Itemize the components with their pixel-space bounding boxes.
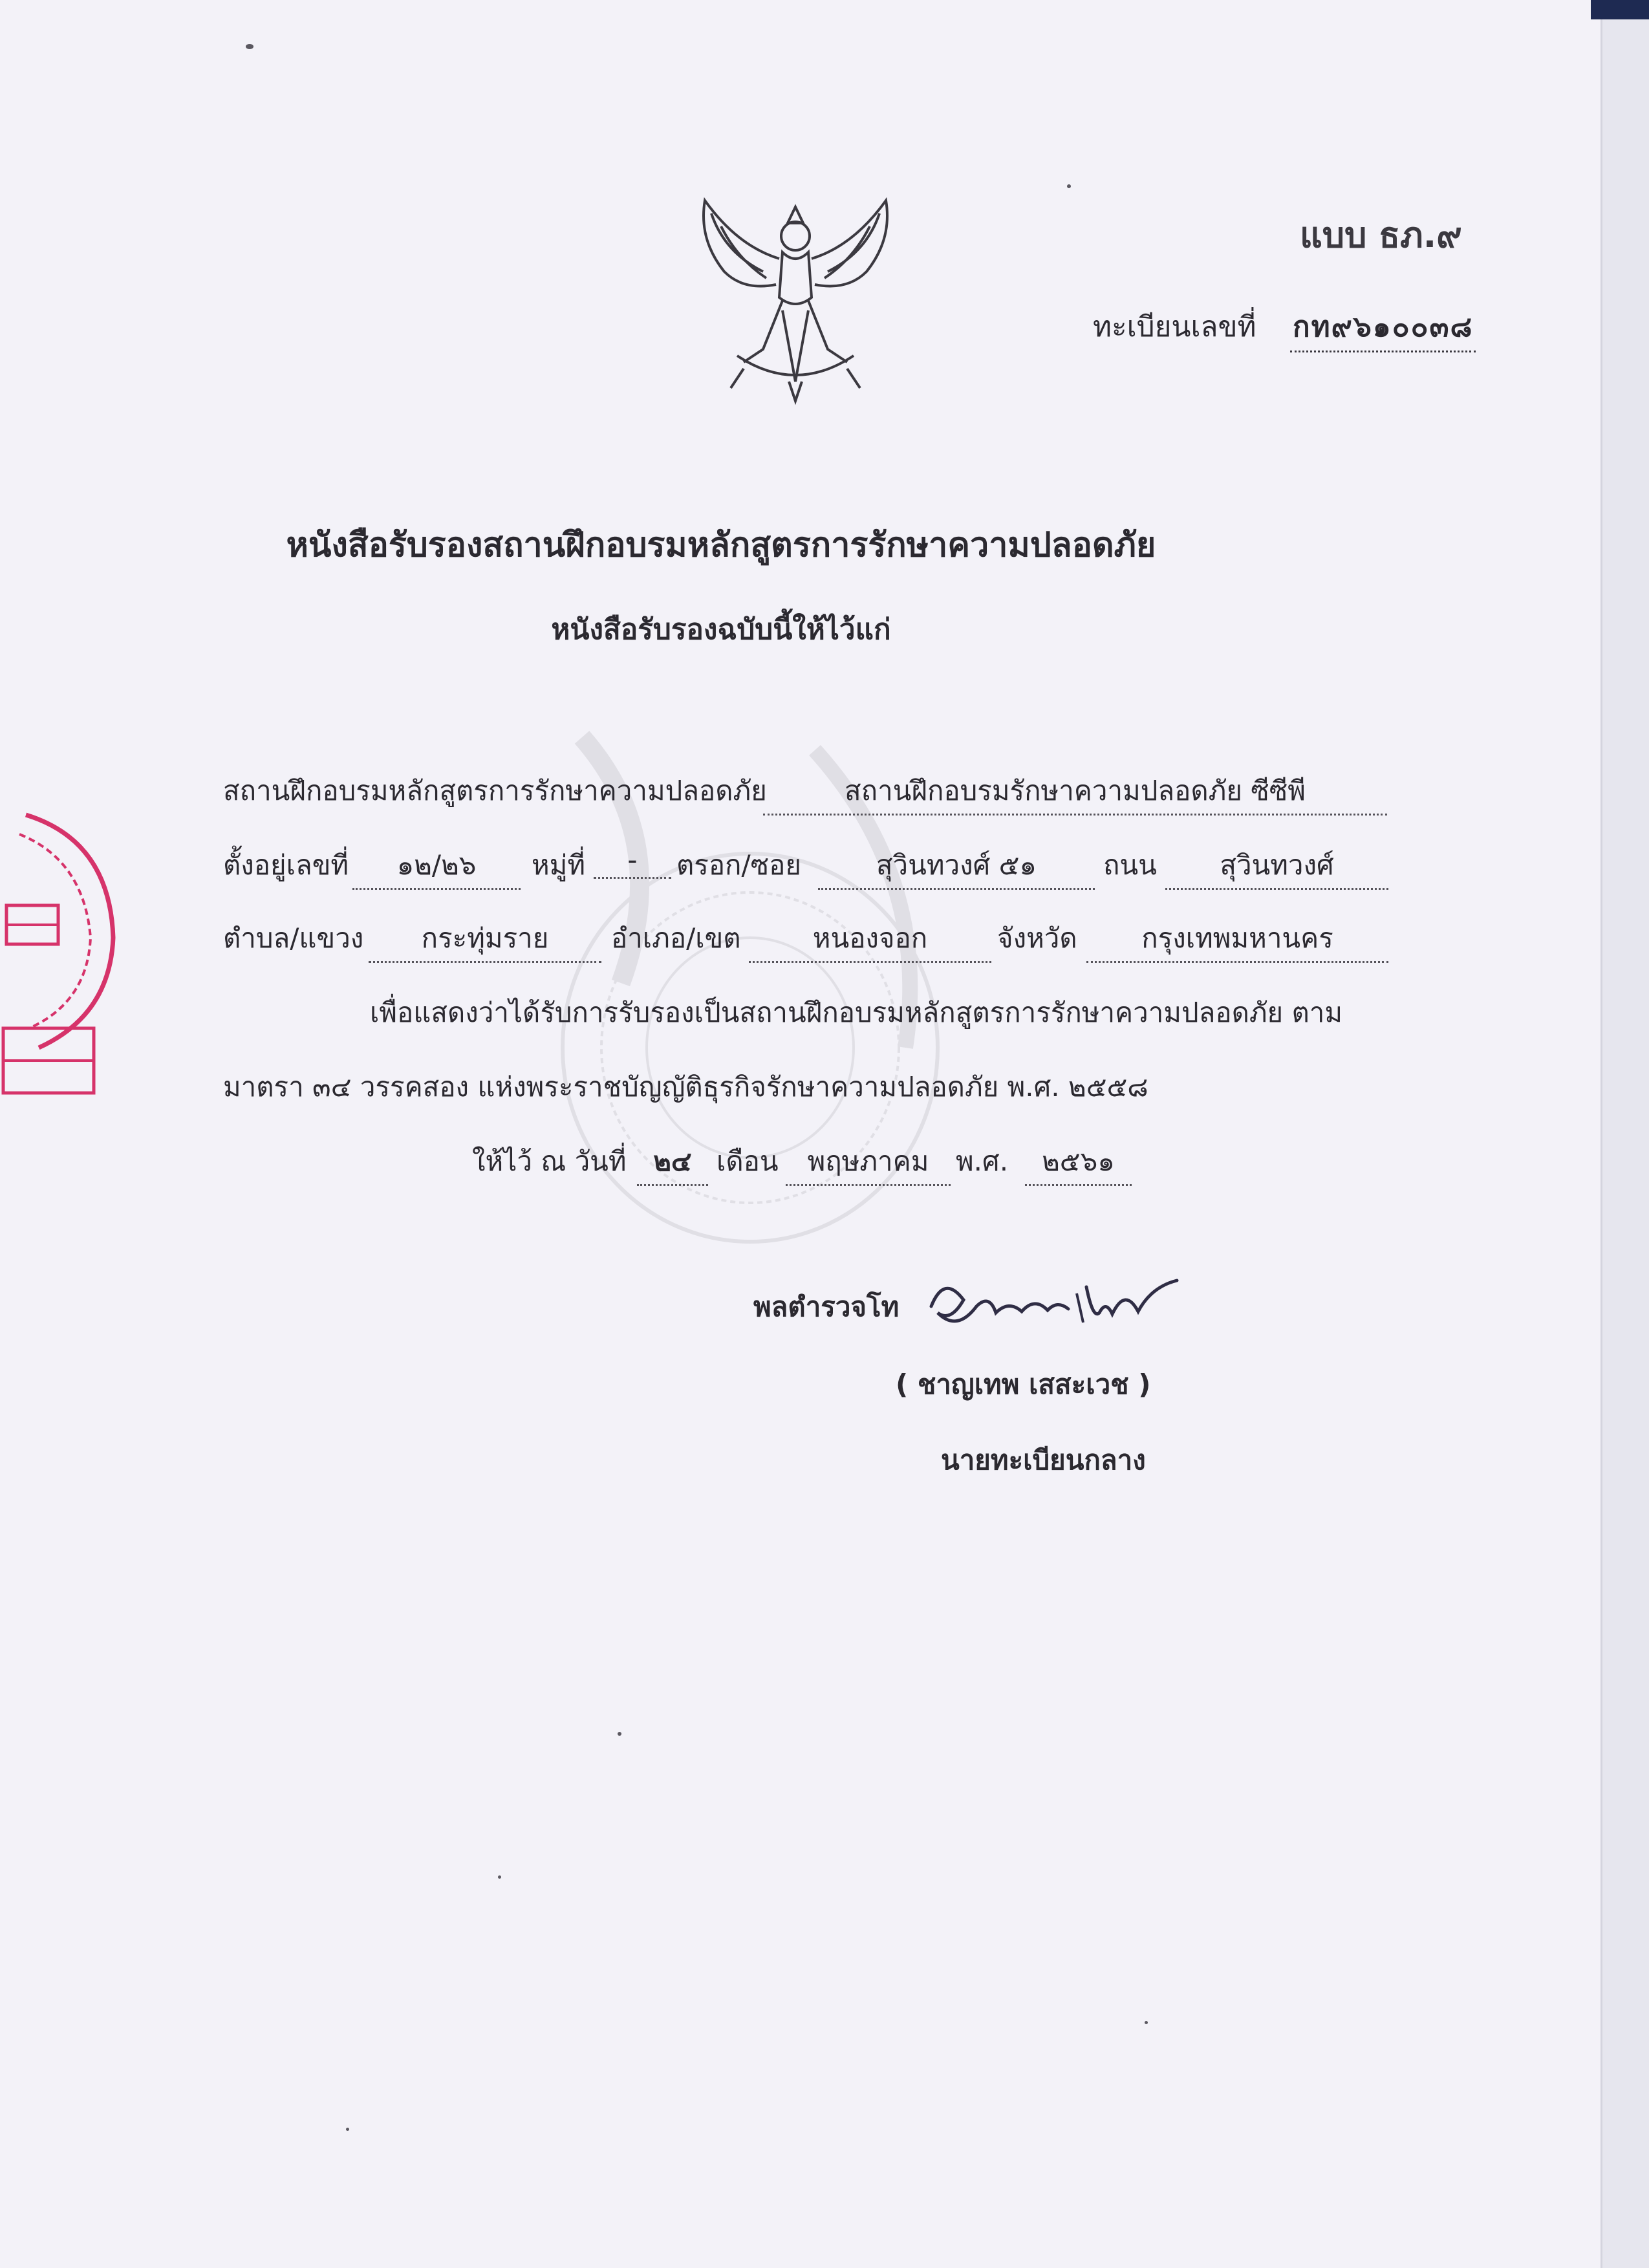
subdistrict-value: กระทุ่มราย xyxy=(369,917,601,963)
scan-speck xyxy=(618,1732,621,1736)
moo-label: หมู่ที่ xyxy=(532,849,586,881)
road-label: ถนน xyxy=(1103,849,1157,881)
signatory-rank: พลตำรวจโท xyxy=(753,1291,900,1323)
issue-year-label: พ.ศ. xyxy=(956,1145,1009,1177)
registration-label: ทะเบียนเลขที่ xyxy=(1093,310,1256,343)
institution-label: สถานฝึกอบรมหลักสูตรการรักษาความปลอดภัย xyxy=(223,775,767,806)
page-corner xyxy=(1591,0,1649,19)
handwritten-signature xyxy=(918,1261,1190,1339)
issue-date-prefix: ให้ไว้ ณ วันที่ xyxy=(472,1145,627,1177)
subdistrict-label: ตำบล/แขวง xyxy=(223,922,364,954)
body-line-1: เพื่อแสดงว่าได้รับการรับรองเป็นสถานฝึกอบรมหลักสูตรการรักษาความปลอดภัย ตาม xyxy=(370,997,1343,1028)
road-value: สุวินทวงศ์ xyxy=(1165,844,1388,890)
body-line-2: มาตรา ๓๔ วรรคสอง แห่งพระราชบัญญัติธุรกิจรักษาความปลอดภัย พ.ศ. ๒๕๕๘ xyxy=(223,1071,1148,1103)
certificate-subtitle: หนังสือรับรองฉบับนี้ให้ไว้แก่ xyxy=(551,613,891,646)
form-code: แบบ ธภ.๙ xyxy=(1300,215,1462,255)
official-stamp xyxy=(0,802,129,1106)
scan-speck xyxy=(346,2128,349,2131)
issue-month: พฤษภาคม xyxy=(786,1140,951,1186)
soi-value: สุวินทวงศ์ ๕๑ xyxy=(818,844,1095,890)
address-no-label: ตั้งอยู่เลขที่ xyxy=(223,849,349,881)
garuda-emblem-icon xyxy=(685,188,905,407)
district-value: หนองจอก xyxy=(749,917,991,963)
scan-speck xyxy=(498,1875,501,1879)
institution-value: สถานฝึกอบรมรักษาความปลอดภัย ซีซีพี xyxy=(763,770,1387,815)
issue-month-label: เดือน xyxy=(717,1145,779,1177)
province-value: กรุงเทพมหานคร xyxy=(1086,917,1388,963)
page-edge xyxy=(1600,0,1649,2268)
issue-year: ๒๕๖๑ xyxy=(1025,1140,1132,1186)
soi-label: ตรอก/ซอย xyxy=(676,849,801,881)
scan-speck xyxy=(1067,184,1071,188)
signatory-name: ( ชาญเทพ เสสะเวช ) xyxy=(896,1368,1151,1400)
district-label: อำเภอ/เขต xyxy=(611,922,741,954)
issue-day: ๒๔ xyxy=(637,1140,708,1186)
address-no-value: ๑๒/๒๖ xyxy=(352,844,521,890)
moo-value: - xyxy=(594,844,671,879)
signatory-position: นายทะเบียนกลาง xyxy=(941,1444,1146,1476)
scan-speck xyxy=(246,44,253,49)
scan-speck xyxy=(1145,2021,1148,2024)
certificate-title: หนังสือรับรองสถานฝึกอบรมหลักสูตรการรักษาความปลอดภัย xyxy=(286,526,1156,565)
province-label: จังหวัด xyxy=(997,922,1077,954)
registration-number: กท๙๖๑๐๐๓๘ xyxy=(1290,304,1476,352)
